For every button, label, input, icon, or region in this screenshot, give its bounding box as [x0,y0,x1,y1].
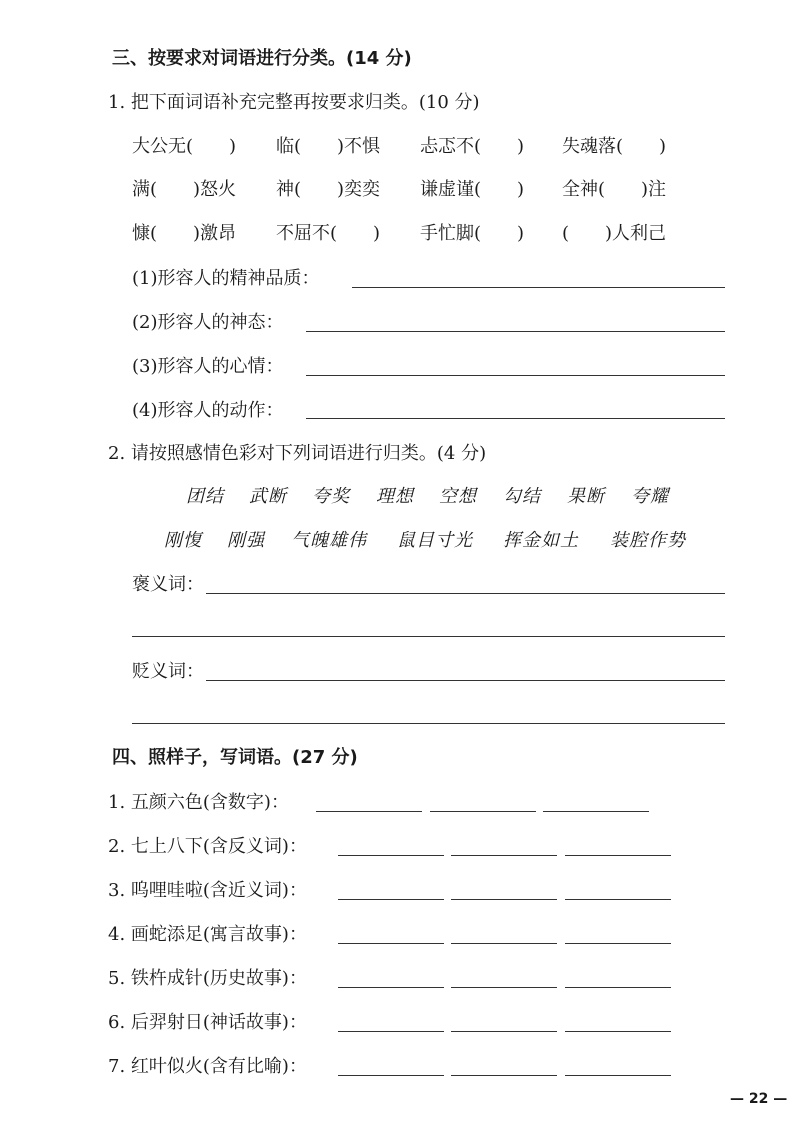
item3-answer-1[interactable] [338,899,444,900]
category-1-answer-line[interactable] [352,287,725,288]
category-3-label: (3)形容人的心情： [132,356,284,377]
positive-words-line-1[interactable] [206,593,725,594]
category-2-label: (2)形容人的神态： [132,312,284,333]
word-3: 夸奖 [312,486,350,507]
item6-answer-2[interactable] [451,1031,557,1032]
item3-answer-3[interactable] [565,899,671,900]
word-2: 武断 [249,486,287,507]
negative-words-line-1[interactable] [206,680,725,681]
word-8: 夸耀 [631,486,669,507]
idiom-r2c1: 满( )怒火 [132,179,237,200]
page-number: — 22 — [730,1091,788,1107]
item4-answer-1[interactable] [338,943,444,944]
item3-answer-2[interactable] [451,899,557,900]
idiom-r3c1: 慷( )激昂 [132,223,237,244]
section4-title: 四、照样子，写词语。(27 分) [112,747,358,768]
word-9: 刚愎 [164,530,202,551]
section4-item-6: 6. 后羿射日(神话故事)： [108,1012,307,1033]
word-12: 鼠目寸光 [397,530,473,551]
category-1-label: (1)形容人的精神品质： [132,268,320,289]
negative-words-line-2[interactable] [132,723,725,724]
idiom-r1c4: 失魂落( ) [562,136,667,157]
q2-title: 2. 请按照感情色彩对下列词语进行归类。(4 分) [108,443,487,464]
section4-item-1: 1. 五颜六色(含数字)： [108,792,289,813]
idiom-r3c3: 手忙脚( ) [420,223,525,244]
word-14: 装腔作势 [610,530,686,551]
item1-answer-2[interactable] [430,811,536,812]
idiom-r3c4: ( )人利己 [562,223,667,244]
section3-title: 三、按要求对词语进行分类。(14 分) [112,48,412,69]
category-4-answer-line[interactable] [306,418,725,419]
idiom-r2c3: 谦虚谨( ) [420,179,525,200]
item5-answer-3[interactable] [565,987,671,988]
item2-answer-2[interactable] [451,855,557,856]
item5-answer-1[interactable] [338,987,444,988]
word-1: 团结 [186,486,224,507]
positive-words-line-2[interactable] [132,636,725,637]
q1-title: 1. 把下面词语补充完整再按要求归类。(10 分) [108,92,480,113]
section4-item-4: 4. 画蛇添足(寓言故事)： [108,924,307,945]
positive-words-label: 褒义词： [132,574,204,595]
word-6: 勾结 [503,486,541,507]
item7-answer-2[interactable] [451,1075,557,1076]
section4-item-3: 3. 呜哩哇啦(含近义词)： [108,880,307,901]
item4-answer-3[interactable] [565,943,671,944]
section4-item-5: 5. 铁杵成针(历史故事)： [108,968,307,989]
item6-answer-3[interactable] [565,1031,671,1032]
word-5: 空想 [439,486,477,507]
word-13: 挥金如土 [503,530,579,551]
idiom-r1c2: 临( )不惧 [276,136,381,157]
category-4-label: (4)形容人的动作： [132,400,284,421]
category-3-answer-line[interactable] [306,375,725,376]
item7-answer-3[interactable] [565,1075,671,1076]
word-10: 刚强 [227,530,265,551]
item5-answer-2[interactable] [451,987,557,988]
category-2-answer-line[interactable] [306,331,725,332]
section4-item-7: 7. 红叶似火(含有比喻)： [108,1056,307,1077]
idiom-r2c2: 神( )奕奕 [276,179,381,200]
word-11: 气魄雄伟 [291,530,367,551]
item2-answer-3[interactable] [565,855,671,856]
item6-answer-1[interactable] [338,1031,444,1032]
word-7: 果断 [567,486,605,507]
idiom-r1c3: 忐忑不( ) [420,136,525,157]
idiom-r2c4: 全神( )注 [562,179,667,200]
idiom-r1c1: 大公无( ) [132,136,237,157]
item2-answer-1[interactable] [338,855,444,856]
section4-item-2: 2. 七上八下(含反义词)： [108,836,307,857]
item4-answer-2[interactable] [451,943,557,944]
item1-answer-1[interactable] [316,811,422,812]
word-4: 理想 [376,486,414,507]
idiom-r3c2: 不屈不( ) [276,223,381,244]
negative-words-label: 贬义词： [132,661,204,682]
item1-answer-3[interactable] [543,811,649,812]
item7-answer-1[interactable] [338,1075,444,1076]
